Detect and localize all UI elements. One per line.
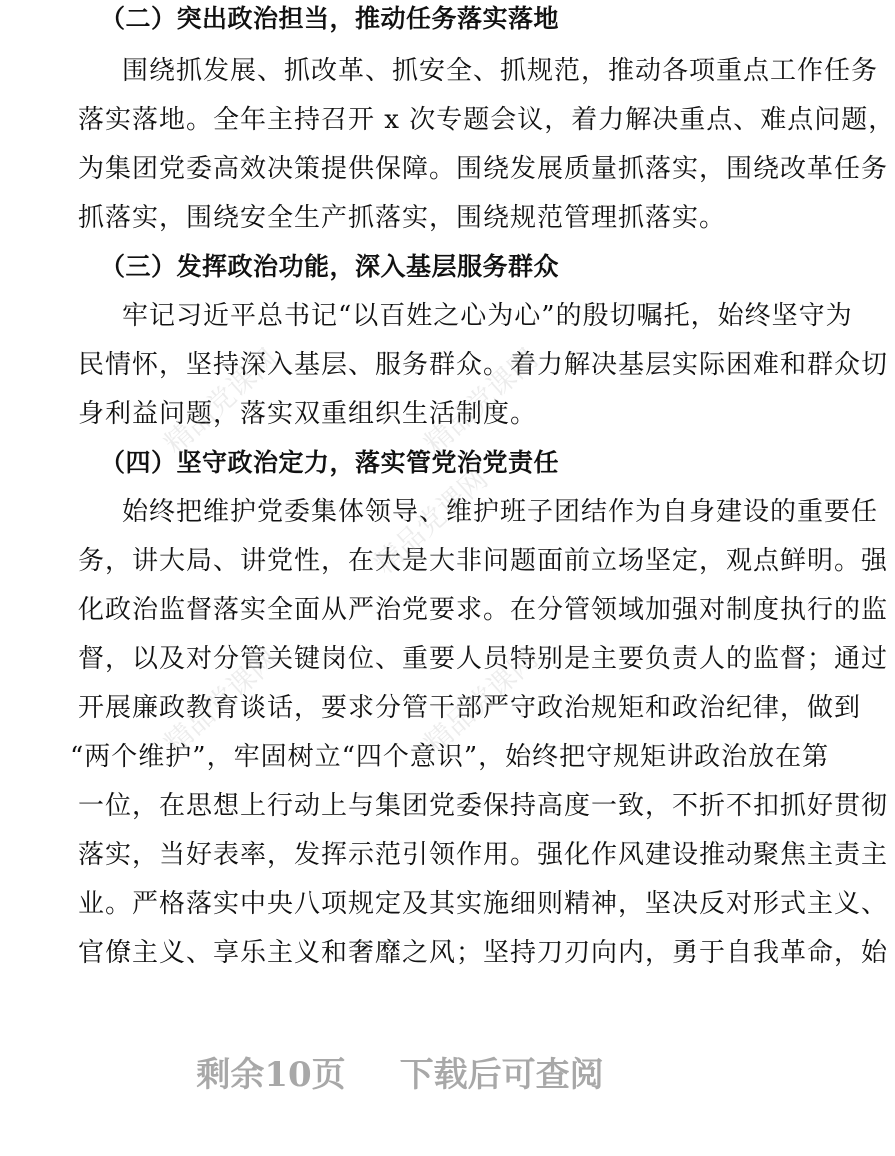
paragraph-line: 业。严格落实中央八项规定及其实施细则精神，坚决反对形式主义、 (78, 889, 889, 919)
paragraph-line: 督，以及对分管关键岗位、重要人员特别是主要负责人的监督；通过 (78, 644, 889, 674)
paragraph-line: 为集团党委高效决策提供保障。围绕发展质量抓落实，围绕改革任务 (78, 154, 889, 184)
paragraph-line: 抓落实，围绕安全生产抓落实，围绕规范管理抓落实。 (78, 203, 727, 233)
section-heading-4: （四）坚守政治定力，落实管党治党责任 (100, 448, 560, 477)
paragraph-line: 落实，当好表率，发挥示范引领作用。强化作风建设推动聚焦主责主 (78, 840, 889, 870)
section-heading-2: （二）突出政治担当，推动任务落实落地 (100, 4, 560, 33)
paragraph-line: 化政治监督落实全面从严治党要求。在分管领域加强对制度执行的监 (78, 595, 889, 625)
paragraph-line: 落实落地。全年主持召开 x 次专题会议，着力解决重点、难点问题， (78, 105, 895, 135)
paragraph-line: 围绕抓发展、抓改革、抓安全、抓规范，推动各项重点工作任务 (122, 56, 879, 86)
watermark: 精品党课网 (157, 342, 285, 461)
remaining-pages-label: 剩余10页 (196, 1055, 346, 1095)
paragraph-line: 始终把维护党委集体领导、维护班子团结作为自身建设的重要任 (122, 497, 879, 527)
section-heading-3: （三）发挥政治功能，深入基层服务群众 (100, 252, 560, 281)
watermark: 精品党课网 (157, 642, 285, 761)
paragraph-line: 民情怀，坚持深入基层、服务群众。着力解决基层实际困难和群众切 (78, 350, 889, 380)
download-banner[interactable] (0, 1050, 800, 1100)
paragraph-line: 务，讲大局、讲党性，在大是大非问题面前立场坚定，观点鲜明。强 (78, 546, 889, 576)
paragraph-line: 身利益问题，落实双重组织生活制度。 (78, 399, 538, 429)
paragraph-line: 一位，在思想上行动上与集团党委保持高度一致，不折不扣抓好贯彻 (78, 791, 889, 821)
paragraph-line: 牢记习近平总书记“以百姓之心为心”的殷切嘱托，始终坚守为 (122, 301, 853, 331)
paragraph-line: “两个维护”，牢固树立“四个意识”，始终把守规矩讲政治放在第 (70, 742, 830, 772)
download-to-view-label[interactable]: 下载后可查阅 (399, 1055, 604, 1095)
watermark: 精品党课网 (367, 462, 495, 581)
watermark: 精品党课网 (417, 642, 545, 761)
paragraph-line: 开展廉政教育谈话，要求分管干部严守政治规矩和政治纪律，做到 (78, 693, 862, 723)
paragraph-line: 官僚主义、享乐主义和奢靡之风；坚持刀刃向内，勇于自我革命，始 (78, 938, 889, 968)
watermark: 精品党课网 (417, 342, 545, 461)
